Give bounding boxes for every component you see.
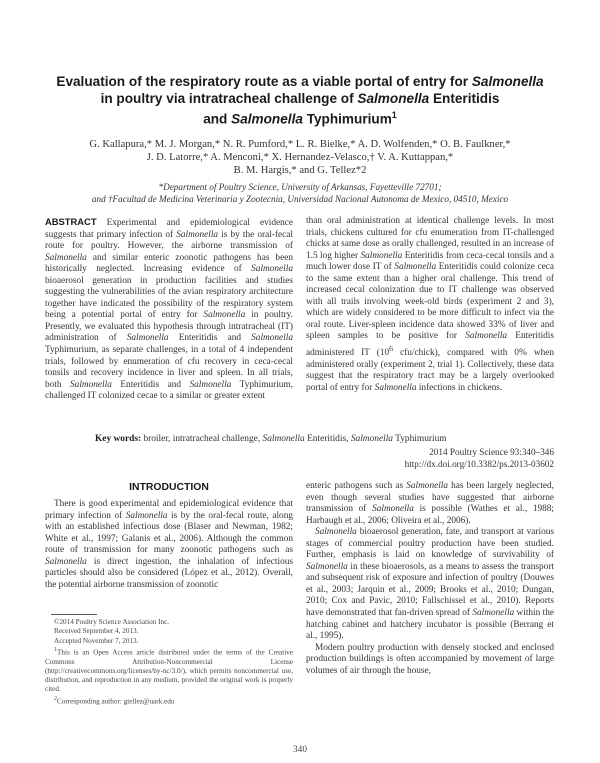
footnote-text[interactable]: Corresponding author: gtellez@uark.edu: [57, 697, 175, 706]
footnote-divider: [51, 614, 97, 615]
body-text: enteric pathogens such as: [306, 481, 407, 491]
keywords-text: broiler, intratracheal challenge,: [141, 434, 263, 444]
title-text: Typhimurium: [302, 111, 392, 127]
abstract-left-column: [45, 216, 293, 403]
abstract-text: Typhimurium, as separate challenges, in a total of 4 independent trials, followed by enumeration of cfu recovery in ceca-cecal tonsils and recovery incidence in liver and spleen. In all trials, both: [45, 345, 293, 390]
keywords-text: Typhimurium: [393, 434, 447, 444]
abstract-label: ABSTRACT: [45, 216, 97, 227]
abstract-text: Typhimurium, challenged IT colonized cecae to a similar or greater extent: [45, 379, 293, 402]
doi-link[interactable]: http://dx.doi.org/10.3382/ps.2013-03602: [404, 458, 554, 469]
abstract-italic: Salmonella: [70, 379, 112, 390]
author-line: J. D. Latorre,* A. Menconi,* X. Hernandez-Velasco,† V. A. Kuttappan,*: [146, 152, 454, 163]
affiliation-line: *Department of Poultry Science, University of Arkansas, Fayetteville 72701;: [158, 182, 442, 192]
title-text: and: [203, 111, 232, 127]
body-text: is by the oral-fecal route, along with an established infectious dose (Blaser and Newman, 1982; White et al., 1997; Galanis et al., 2006). Although the common route of transmission for many zoonotic pathogens such as: [45, 510, 293, 556]
citation-block: [405, 447, 554, 470]
footnote-corresponding: [45, 695, 293, 707]
title-footnote-mark: 1: [391, 110, 397, 120]
body-italic: Salmonella: [406, 481, 449, 491]
body-text: bioaerosol generation, fate, and transport at various stages of commercial poultry production have been studied. Further, emphasis is laid on knowledge of survivability of: [306, 527, 554, 561]
body-text: Modern poultry production with densely stocked and enclosed production buildings is often accompanied by movement of large volumes of air through the house,: [306, 642, 554, 676]
keywords-label: Key words:: [95, 434, 142, 444]
author-line: G. Kallapura,* M. J. Morgan,* N. R. Pumford,* L. R. Bielke,* A. D. Wolfenden,* O. B. Faulkner,*: [89, 139, 511, 150]
abstract-italic: Salmonella: [203, 310, 246, 321]
footnote-mark: 2: [54, 695, 57, 702]
abstract-text: bioaerosol generation in production facilities and studies suggesting the vulnerabilities of the avian respiratory architecture together have indicated the possibility of the respiratory system being a potential portal of entry for: [45, 275, 293, 321]
abstract-italic: Salmonella: [360, 250, 403, 261]
body-italic: Salmonella: [472, 608, 515, 619]
abstract-italic: Salmonella: [45, 252, 87, 263]
abstract-text: and similar enteric zoonotic pathogens has been historically neglected. Increasing evidence of: [45, 252, 293, 275]
author-list: [40, 138, 560, 177]
abstract-italic: Salmonella: [251, 264, 293, 275]
footnote-mark: 1: [54, 646, 57, 653]
keywords: [95, 434, 447, 444]
accepted-date: Accepted November 7, 2013.: [54, 636, 139, 645]
abstract-text: is by the oral-fecal route for poultry. However, the airborne transmission of: [45, 229, 293, 252]
title-text: Enteritidis: [429, 90, 500, 106]
footnote-license: [45, 646, 293, 695]
body-italic: Salmonella: [306, 561, 348, 572]
abstract-text: cfu/chick), compared with 0% when administered orally (experiment 2, trial 1). Collectively, these data suggest that the respiratory tract may be a largely overlooked portal of entry for: [306, 348, 555, 393]
body-italic: Salmonella: [125, 510, 168, 521]
body-text: has been largely neglected, even though several studies have suggested that airborne transmission of: [306, 481, 554, 515]
abstract-text: than oral administration at identical challenge levels. In most trials, chickens cultured for cfu enumeration from IT-challenged chicks at same dose as orally challenged, resulted in an increase of 1.5 log higher: [306, 216, 554, 261]
abstract-text: Enteritidis administered IT (10: [306, 331, 554, 359]
abstract-text: Enteritidis from ceca-cecal tonsils and a much lower dose IT of: [306, 250, 554, 273]
abstract-right-column: [306, 216, 554, 394]
author-line: B. M. Hargis,* and G. Tellez*2: [233, 165, 367, 176]
title-italic: Salmonella: [357, 90, 430, 106]
abstract-text: Enteritidis and: [111, 379, 190, 390]
body-text: There is good experimental and epidemiological evidence that primary infection of: [45, 499, 293, 521]
footnote-text: This is an Open Access article distributed under the terms of the Creative Commons Attribution-Noncommercial License (http://creativecommons.org/licenses/by-nc/3.0/), which permits noncommercial use, distribution, and reproduction in any medium, provided the original work is properly cited.: [45, 648, 293, 694]
abstract-italic: Salmonella: [465, 331, 508, 342]
footnotes: [45, 618, 293, 706]
article-title: [50, 74, 550, 128]
title-italic: Salmonella: [231, 111, 303, 127]
body-italic: Salmonella: [372, 504, 414, 515]
abstract-italic: Salmonella: [189, 379, 232, 390]
title-text: Evaluation of the respiratory route as a viable portal of entry for: [56, 74, 472, 89]
journal-citation: 2014 Poultry Science 93:340–346: [429, 447, 554, 457]
paragraph: [306, 481, 554, 527]
paragraph: [306, 643, 554, 678]
abstract-text: in poultry. Presently, we evaluated this hypothesis through intratracheal (IT) administration of: [45, 310, 293, 344]
section-heading-introduction: INTRODUCTION: [129, 482, 209, 493]
abstract-italic: Salmonella: [126, 333, 169, 344]
body-italic: Salmonella: [315, 527, 357, 538]
abstract-text: Enteritidis and: [168, 333, 252, 344]
affiliation-line: and †Facultad de Medicina Veterinaria y Zootecnia, Universidad Nacional Autonoma de Mexico, 04510, Mexico: [91, 194, 509, 204]
keywords-italic: Salmonella: [262, 434, 305, 444]
received-date: Received September 4, 2013.: [54, 627, 139, 636]
abstract-text: Experimental and epidemiological evidence suggests that primary infection of: [45, 218, 293, 240]
title-text: in poultry via intratracheal challenge of: [100, 90, 358, 106]
body-text: is possible (Wathes et al., 1988; Harbaugh et al., 2006; Oliveira et al., 2006).: [306, 504, 554, 526]
body-text: in these bioaerosols, as a means to assess the transport and subsequent risk of exposure and infection of poultry (Douwes et al., 2003; Jarquin et al., 2009; Brooks et al., 2010; Dungan, 2010; Cox and Pavic, 2010; Fallschissel et al., 2010). Reports have demonstrated that fan-driven spread of: [306, 561, 554, 619]
abstract-text: Enteritidis could colonize ceca to the same extent than a higher oral challenge. This trend of increased cecal colonization due to IT challenge was observed with all trails involving week-old birds (experiment 2 and 3), which are widely considered to be more difficult to infect via the oral route. Liver-spleen incidence data showed 33% of liver and spleen samples to be positive for: [306, 262, 554, 342]
copyright-notice: ©2014 Poultry Science Association Inc.: [54, 618, 170, 626]
abstract-italic: Salmonella: [251, 333, 293, 344]
keywords-italic: Salmonella: [350, 434, 393, 444]
keywords-text: Enteritidis,: [304, 434, 351, 444]
body-text: within the hatching cabinet and hatchery incubator is possible (Berrang et al., 1995).: [306, 608, 554, 642]
abstract-text: infections in chickens.: [416, 382, 503, 393]
introduction-right-column: [306, 481, 554, 677]
abstract-italic: Salmonella: [394, 262, 437, 273]
page-number: 340: [293, 745, 307, 755]
introduction-left-column: [45, 499, 293, 591]
paragraph: [306, 527, 554, 642]
body-text: is direct ingestion, the inhalation of infectious particles should also be considered (López et al., 2012). Overall, the potential airborne transmission of zoonotic: [45, 556, 293, 590]
title-italic: Salmonella: [471, 74, 544, 89]
body-italic: Salmonella: [45, 556, 87, 567]
superscript: 6: [389, 344, 394, 354]
abstract-italic: Salmonella: [176, 229, 219, 240]
abstract-italic: Salmonella: [374, 382, 417, 393]
affiliations: [30, 181, 570, 205]
